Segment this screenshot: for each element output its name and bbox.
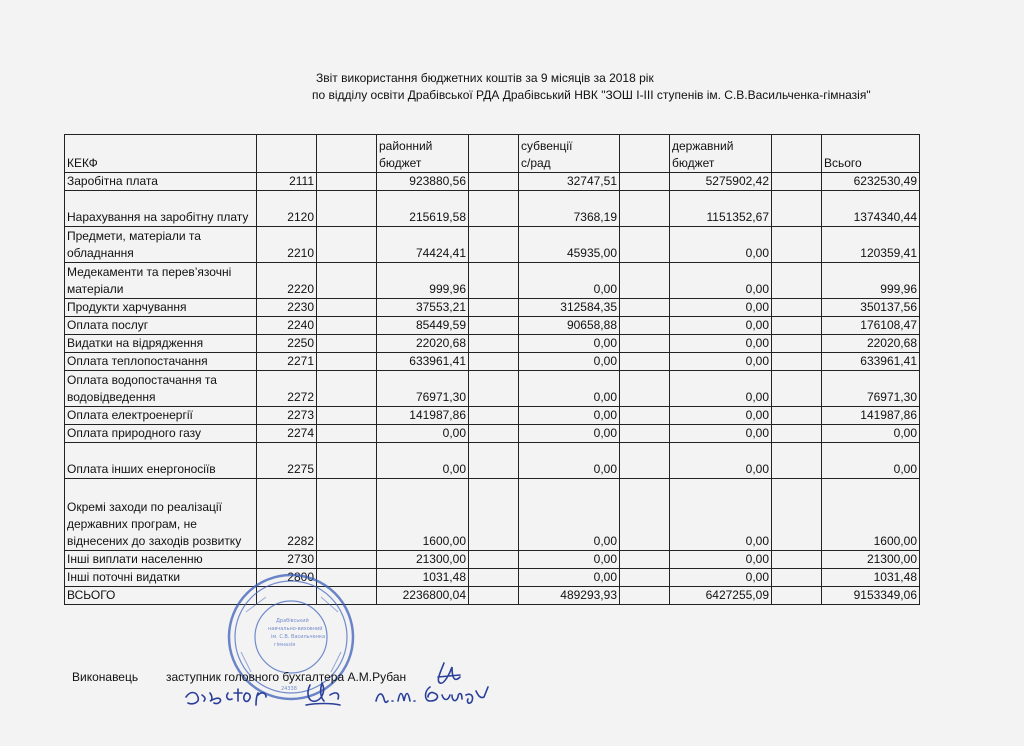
svg-text:Драбівський: Драбівський — [276, 618, 309, 624]
row-total: 1600,00 — [822, 479, 920, 551]
svg-text:ім. С.В. Васильченка: ім. С.В. Васильченка — [271, 634, 326, 640]
row-name: Заробітна плата — [65, 173, 257, 191]
report-title-line2: по відділу освіти Драбівської РДА Драбівський НВК "ЗОШ I-III ступенів ім. С.В.Васильченка-гімназія" — [312, 88, 871, 102]
table-row — [65, 479, 920, 551]
row-total: 1374340,44 — [822, 191, 920, 227]
row-name: Окремі заходи по реалізації державних програм, не віднесених до заходів розвитку — [65, 479, 257, 551]
row-subvention: 0,00 — [519, 425, 620, 443]
row-kekf-code: 2272 — [257, 371, 317, 407]
row-district-budget: 1031,48 — [377, 569, 469, 587]
row-total: 999,96 — [822, 263, 920, 299]
header-state-budget: державний бюджет — [670, 135, 772, 173]
row-subvention: 0,00 — [519, 479, 620, 551]
row-district-budget: 999,96 — [377, 263, 469, 299]
row-subvention: 0,00 — [519, 371, 620, 407]
row-state-budget: 0,00 — [670, 317, 772, 335]
row-total: 141987,86 — [822, 407, 920, 425]
executor-role: заступник головного бухгалтера А.М.Рубан — [166, 670, 407, 684]
row-subvention: 45935,00 — [519, 227, 620, 263]
row-name: Оплата інших енергоносіїв — [65, 443, 257, 479]
row-district-budget: 923880,56 — [377, 173, 469, 191]
row-state-budget: 1151352,67 — [670, 191, 772, 227]
row-kekf-code: 2730 — [257, 551, 317, 569]
row-subvention: 0,00 — [519, 263, 620, 299]
row-kekf-code: 2273 — [257, 407, 317, 425]
row-subvention: 90658,88 — [519, 317, 620, 335]
row-kekf-code: 2800 — [257, 569, 317, 587]
svg-text:24338: 24338 — [281, 686, 297, 692]
row-district-budget: 37553,21 — [377, 299, 469, 317]
table-row — [65, 299, 920, 317]
row-subvention: 0,00 — [519, 551, 620, 569]
table-row — [65, 317, 920, 335]
row-total: 0,00 — [822, 425, 920, 443]
table-row — [65, 227, 920, 263]
row-name: Оплата електроенергії — [65, 407, 257, 425]
row-district-budget: 633961,41 — [377, 353, 469, 371]
row-subvention: 312584,35 — [519, 299, 620, 317]
row-district-budget: 215619,58 — [377, 191, 469, 227]
row-kekf-code: 2220 — [257, 263, 317, 299]
header-district-budget: районний бюджет — [377, 135, 469, 173]
total-row-label: ВСЬОГО — [65, 587, 257, 605]
table-row — [65, 173, 920, 191]
row-kekf-code: 2271 — [257, 353, 317, 371]
row-name: Видатки на відрядження — [65, 335, 257, 353]
row-subvention: 0,00 — [519, 335, 620, 353]
svg-text:навчально-виховний: навчально-виховний — [268, 626, 323, 632]
row-state-budget: 0,00 — [670, 443, 772, 479]
executor-label: Виконавець — [72, 670, 139, 684]
row-district-budget: 0,00 — [377, 443, 469, 479]
row-total: 76971,30 — [822, 371, 920, 407]
row-total: 176108,47 — [822, 317, 920, 335]
total-district-budget: 2236800,04 — [377, 587, 469, 605]
row-subvention: 32747,51 — [519, 173, 620, 191]
table-row — [65, 407, 920, 425]
row-name: Продукти харчування — [65, 299, 257, 317]
table-header-row — [65, 135, 920, 173]
row-state-budget: 0,00 — [670, 569, 772, 587]
row-state-budget: 0,00 — [670, 263, 772, 299]
row-name: Оплата теплопостачання — [65, 353, 257, 371]
grand-total: 9153349,06 — [822, 587, 920, 605]
row-name: Оплата природного газу — [65, 425, 257, 443]
row-subvention: 0,00 — [519, 443, 620, 479]
row-total: 120359,41 — [822, 227, 920, 263]
header-kekf: КЕКФ — [65, 135, 257, 173]
row-state-budget: 0,00 — [670, 371, 772, 407]
table-row — [65, 425, 920, 443]
row-total: 0,00 — [822, 443, 920, 479]
row-district-budget: 141987,86 — [377, 407, 469, 425]
row-name: Оплата водопостачання та водовідведення — [65, 371, 257, 407]
total-row — [65, 587, 920, 605]
table-row — [65, 191, 920, 227]
row-kekf-code: 2210 — [257, 227, 317, 263]
row-state-budget: 5275902,42 — [670, 173, 772, 191]
row-district-budget: 1600,00 — [377, 479, 469, 551]
row-district-budget: 0,00 — [377, 425, 469, 443]
header-subventions: субвенції с/рад — [519, 135, 620, 173]
row-kekf-code: 2120 — [257, 191, 317, 227]
row-district-budget: 85449,59 — [377, 317, 469, 335]
row-state-budget: 0,00 — [670, 299, 772, 317]
row-state-budget: 0,00 — [670, 353, 772, 371]
row-kekf-code: 2111 — [257, 173, 317, 191]
row-total: 1031,48 — [822, 569, 920, 587]
row-subvention: 0,00 — [519, 569, 620, 587]
table-row — [65, 335, 920, 353]
table-row — [65, 569, 920, 587]
row-state-budget: 0,00 — [670, 407, 772, 425]
row-kekf-code: 2250 — [257, 335, 317, 353]
row-name: Предмети, матеріали та обладнання — [65, 227, 257, 263]
table-row — [65, 551, 920, 569]
row-total: 22020,68 — [822, 335, 920, 353]
row-district-budget: 74424,41 — [377, 227, 469, 263]
row-name: Інші поточні видатки — [65, 569, 257, 587]
table-row — [65, 353, 920, 371]
row-kekf-code: 2274 — [257, 425, 317, 443]
row-kekf-code: 2275 — [257, 443, 317, 479]
row-state-budget: 0,00 — [670, 227, 772, 263]
row-subvention: 0,00 — [519, 353, 620, 371]
row-name: Медекаменти та перев’язочні матеріали — [65, 263, 257, 299]
row-kekf-code: 2282 — [257, 479, 317, 551]
row-state-budget: 0,00 — [670, 425, 772, 443]
row-name: Оплата послуг — [65, 317, 257, 335]
row-subvention: 7368,19 — [519, 191, 620, 227]
row-total: 6232530,49 — [822, 173, 920, 191]
row-subvention: 0,00 — [519, 407, 620, 425]
budget-table — [64, 134, 920, 605]
report-title-line1: Звіт використання бюджетних коштів за 9 місяців за 2018 рік — [316, 71, 654, 85]
table-row — [65, 371, 920, 407]
table-row — [65, 443, 920, 479]
row-state-budget: 0,00 — [670, 479, 772, 551]
total-subvention: 489293,93 — [519, 587, 620, 605]
row-name: Інші виплати населенню — [65, 551, 257, 569]
row-kekf-code: 2230 — [257, 299, 317, 317]
row-total: 350137,56 — [822, 299, 920, 317]
handwritten-signatures — [180, 655, 500, 725]
svg-text:гімназія: гімназія — [274, 642, 296, 648]
row-name: Нарахування на заробітну плату — [65, 191, 257, 227]
row-district-budget: 22020,68 — [377, 335, 469, 353]
header-total: Всього — [822, 135, 920, 173]
row-state-budget: 0,00 — [670, 335, 772, 353]
row-kekf-code: 2240 — [257, 317, 317, 335]
total-state-budget: 6427255,09 — [670, 587, 772, 605]
row-district-budget: 76971,30 — [377, 371, 469, 407]
row-total: 21300,00 — [822, 551, 920, 569]
row-total: 633961,41 — [822, 353, 920, 371]
table-row — [65, 263, 920, 299]
row-district-budget: 21300,00 — [377, 551, 469, 569]
row-state-budget: 0,00 — [670, 551, 772, 569]
